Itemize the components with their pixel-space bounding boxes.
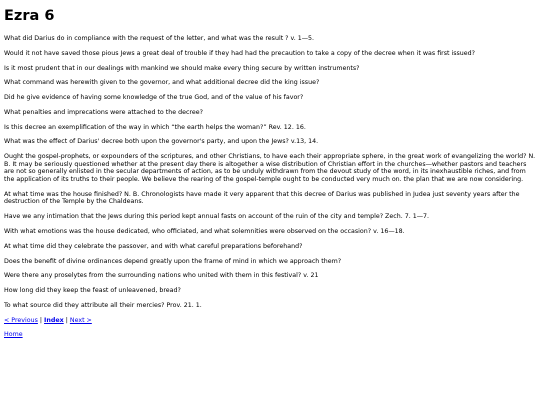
question-item: To what source did they attribute all their mercies? Prov. 21. 1.	[4, 301, 202, 309]
page-title: Ezra 6	[4, 8, 55, 24]
nav-separator: |	[65, 316, 68, 324]
question-item: What command was herewith given to the governor, and what additional decree did the king issue?	[4, 79, 320, 87]
question-item: At what time was the house finished? N. B. Chronologists have made it very apparent that this decree of Darius was published in Judea just seventy years after the destruction of the Temple by the Chaldeans.	[4, 190, 520, 206]
question-item: Ought the gospel-prophets, or expounders of the scriptures, and other Christians, to have each their appropriate sphere, in the great work of evangelizing the world? N. B. It may be seriously questioned whether at the present day there is altogether a wise distribution of Christian effort in the churches—whether pastors and teachers are not so generally enlisted in the secular departments of action, as to be unduly withdrawn from the devout study of the word, in its inexhaustible riches, and from the application of its truths to their people. We believe the rearing of the gospel-temple ought to be conducted very much on. the plan that we are now considering.	[4, 153, 536, 184]
next-link[interactable]: Next >	[69, 316, 92, 324]
question-list	[4, 35, 536, 309]
previous-link[interactable]: < Previous	[4, 316, 38, 324]
home-nav	[4, 331, 536, 339]
question-item: What did Darius do in compliance with the request of the letter, and what was the result ? v. 1—5.	[4, 35, 315, 42]
question-item: What was the effect of Darius' decree both upon the governor's party, and upon the Jews? v.13, 14.	[4, 138, 319, 146]
question-item: Is this decree an exemplification of the way in which “the earth helps the woman?” Rev. 12. 16.	[4, 123, 306, 131]
question-item: At what time did they celebrate the passover, and with what careful preparations beforehand?	[4, 242, 303, 250]
nav-separator: |	[39, 316, 43, 324]
index-link[interactable]: Index	[44, 316, 64, 324]
question-item: Is it most prudent that in our dealings with mankind we should make every thing secure by written instruments?	[4, 64, 360, 72]
question-item: How long did they keep the feast of unleavened, bread?	[4, 287, 181, 295]
question-item: Did he give evidence of having some knowledge of the true God, and of the value of his favor?	[4, 94, 304, 102]
question-item: Were there any proselytes from the surrounding nations who united with them in this festival? v. 21	[4, 272, 319, 280]
question-item: Does the benefit of divine ordinances depend greatly upon the frame of mind in which we approach them?	[4, 257, 342, 265]
home-link[interactable]: Home	[4, 331, 23, 339]
chapter-nav	[4, 317, 536, 325]
question-item: Would it not have saved those pious Jews a great deal of trouble if they had had the precaution to take a copy of the decree when it was first issued?	[4, 49, 476, 57]
question-item: Have we any intimation that the Jews during this period kept annual fasts on account of the ruin of the city and temple? Zech. 7. 1—7.	[4, 213, 430, 221]
question-item: With what emotions was the house dedicated, who officiated, and what solemnities were observed on the occasion? v. 16—18.	[4, 227, 405, 235]
question-item: What penalties and imprecations were attached to the decree?	[4, 108, 203, 116]
